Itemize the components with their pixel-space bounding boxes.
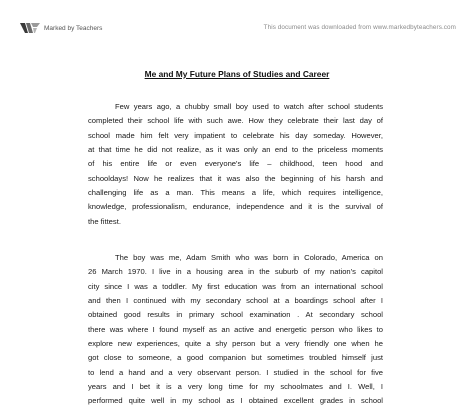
paragraph-line: challenging life as a man. This means a life, which requires intelligence, [88,188,383,198]
paragraph-line: Few years ago, a chubby small boy used to watch after school students [115,102,383,111]
paragraph-line: knowledge, professionalism, endurance, independence and it is the survival of [88,202,383,212]
paragraph-1 [88,100,383,229]
paragraph-line: to lend a hand and a very observant person. I studied in the school for five [88,367,383,377]
page-header [0,0,474,44]
paragraph-line: of his entire life or even everyone's life – childhood, teen hood and [88,159,383,169]
brand-logo[interactable] [20,21,102,35]
paragraph-line: there was where I found myself as an active and energetic person who likes to [88,324,383,334]
paragraph-line: completed their school life with such awe. How they celebrate their last day of [88,116,383,126]
paragraph-line: school made him felt very impatient to celebrate his day someday. However, [88,130,383,140]
paragraph-2 [88,251,383,405]
paragraph-line: years and I bet it is a very long time for my schoolmates and I. Well, I [88,382,383,392]
paragraph-line: and then I continued with my secondary school at a boardings school after I [88,296,383,306]
document-title: Me and My Future Plans of Studies and Career [144,69,330,79]
paragraph-line: at that time he did not realize, as it was only an end to the priceless moments [88,145,383,155]
paragraph-line: got close to someone, a good companion but sometimes troubled himself just [88,353,383,363]
marked-by-teachers-logo-icon [20,21,40,35]
paragraph-line: city since I was a toddler. My first education was from an international school [88,281,383,291]
paragraph-line: schooldays! Now he realizes that it was also the beginning of his harsh and [88,173,383,183]
paragraph-line: 26 March 1970. I live in a housing area in the suburb of my nation's capitol [88,267,383,277]
paragraph-line: the fittest. [88,216,121,226]
brand-name: Marked by Teachers [44,24,103,32]
paragraph-line: explore new experiences, quite a shy person but a very friendly one when he [88,339,383,349]
download-notice: This document was downloaded from www.markedbyteachers.com [263,24,456,31]
paragraph-line: performed quite well in my school as I obtained excellent grades in school [88,396,383,405]
paragraph-line: The boy was me, Adam Smith who was born in Colorado, America on [115,253,383,262]
paragraph-line: obtained good results in primary school examination . At secondary school [88,310,383,320]
